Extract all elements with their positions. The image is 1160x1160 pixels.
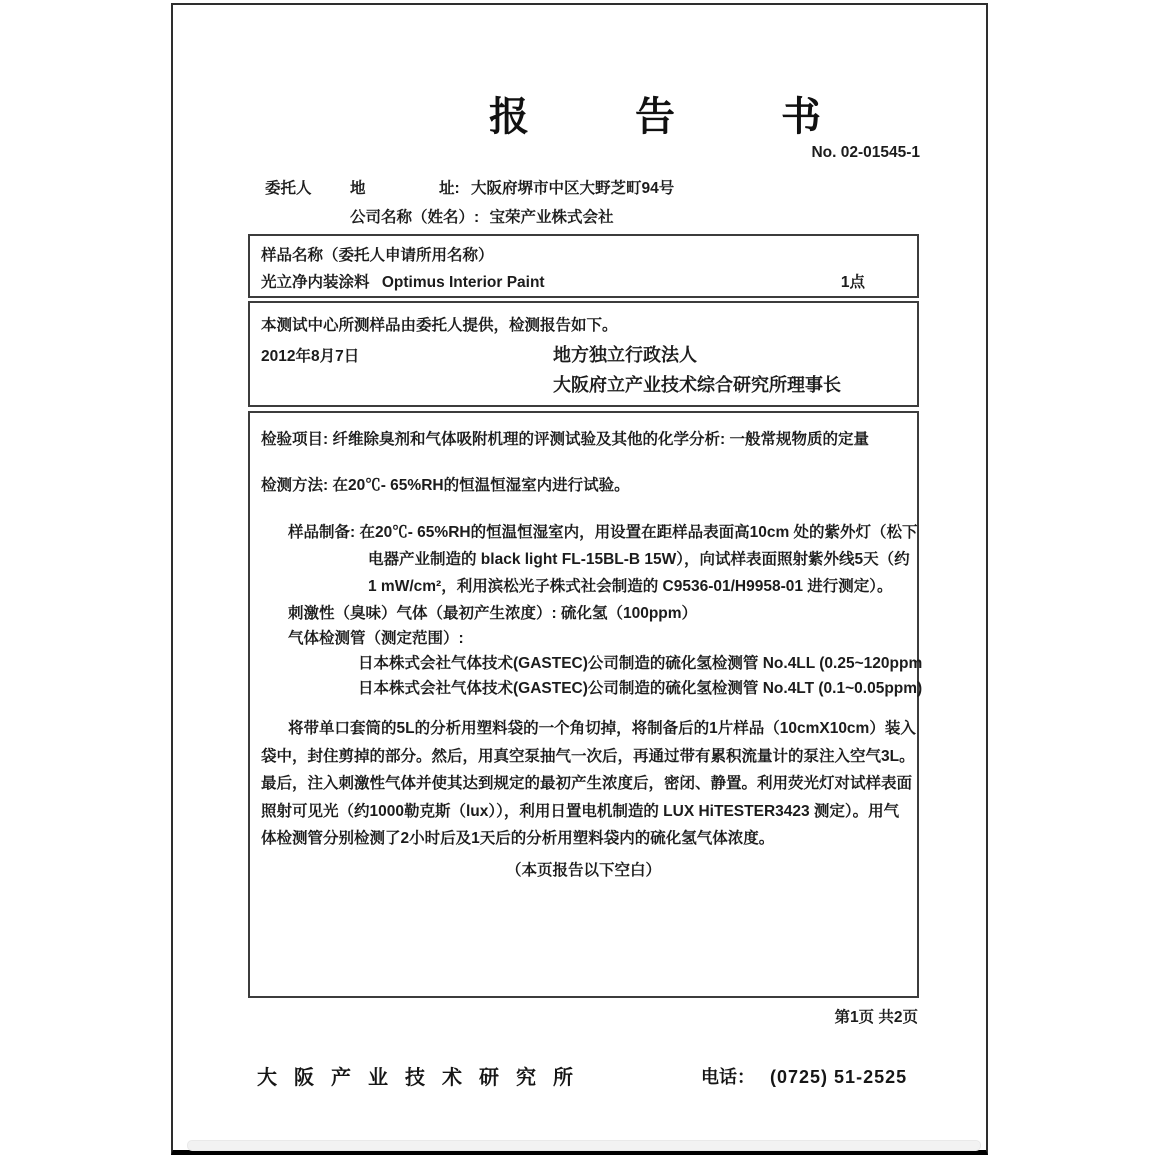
report-date: 2012年8月7日	[261, 348, 360, 365]
phone-label: 电话：	[701, 1067, 755, 1087]
statement-box	[248, 301, 919, 407]
client-label: 委托人	[265, 180, 312, 197]
horizontal-scrollbar[interactable]	[187, 1140, 981, 1151]
sample-box-heading: 样品名称（委托人申请所用名称）	[261, 247, 494, 264]
statement-line: 本测试中心所测样品由委托人提供，检测报告如下。	[261, 317, 618, 334]
address-label-part2: 址:	[439, 180, 460, 197]
procedure-line-1: 将带单口套筒的5L的分析用塑料袋的一个角切掉，将制备后的1片样品（10cmX10cm）装入	[288, 720, 916, 737]
sample-name-row	[261, 270, 545, 292]
detail-box	[248, 411, 923, 998]
client-address: 大阪府堺市中区大野芝町94号	[471, 180, 675, 197]
report-number: No. 02-01545-1	[811, 144, 920, 161]
prep-line-3: 1 mW/cm²，利用滨松光子株式社会制造的 C9536-01/H9958-01 进行测定）。	[368, 578, 893, 595]
report-title: 报 告 书	[489, 95, 854, 139]
address-label-part1: 地	[350, 180, 366, 197]
procedure-line-2: 袋中，封住剪掉的部分。然后，用真空泵抽气一次后，再通过带有累积流量计的泵注入空气3L。	[261, 748, 915, 765]
institute-name: 大阪产业技术研究所	[257, 1067, 590, 1089]
org-name-line1: 地方独立行政法人	[553, 345, 697, 365]
tube-spec-1: 日本株式会社气体技术(GASTEC)公司制造的硫化氢检测管 No.4LL (0.25~120ppm	[358, 655, 923, 672]
procedure-line-3: 最后，注入刺激性气体并使其达到规定的最初产生浓度后，密闭、静置。利用荧光灯对试样表面	[261, 775, 913, 792]
report-page	[171, 3, 988, 1155]
company-row	[350, 205, 614, 227]
phone-number: (0725) 51-2525	[770, 1067, 908, 1087]
blank-below-note: （本页报告以下空白）	[505, 862, 661, 879]
method-line: 检测方法: 在20℃- 65%RH的恒温恒湿室内进行试验。	[261, 477, 630, 494]
procedure-line-4: 照射可见光（约1000勒克斯（lux）），利用日置电机制造的 LUX HiTESTER3423 测定）。用气	[261, 803, 900, 820]
org-name-line2: 大阪府立产业技术综合研究所理事长	[553, 375, 841, 395]
prep-line-2: 电器产业制造的 black light FL-15BL-B 15W），向试样表面照射紫外线5天（约	[368, 551, 910, 568]
prep-line-1: 样品制备: 在20℃- 65%RH的恒温恒湿室内，用设置在距样品表面高10cm 处的紫外灯（松下	[288, 524, 918, 541]
company-name-label: 公司名称（姓名）:	[350, 209, 480, 226]
phone-row	[701, 1063, 907, 1089]
stimulus-gas-line: 刺激性（臭味）气体（最初产生浓度）: 硫化氢（100ppm）	[288, 605, 698, 622]
inspection-item-line: 检验项目: 纤维除臭剂和气体吸附机理的评测试验及其他的化学分析: 一般常规物质的定量	[261, 431, 869, 448]
procedure-line-5: 体检测管分别检测了2小时后及1天后的分析用塑料袋内的硫化氢气体浓度。	[261, 830, 775, 847]
page-indicator: 第1页 共2页	[834, 1009, 918, 1026]
sample-name-cn: 光立净内装涂料	[261, 274, 370, 291]
tube-spec-2: 日本株式会社气体技术(GASTEC)公司制造的硫化氢检测管 No.4LT (0.1~0.05ppm)	[358, 680, 923, 697]
tube-heading: 气体检测管（测定范围）:	[288, 630, 464, 647]
company-name: 宝荣产业株式会社	[489, 209, 614, 226]
sample-name-en: Optimus Interior Paint	[381, 274, 545, 291]
sample-name-box	[248, 234, 919, 298]
sample-quantity: 1点	[840, 274, 865, 291]
